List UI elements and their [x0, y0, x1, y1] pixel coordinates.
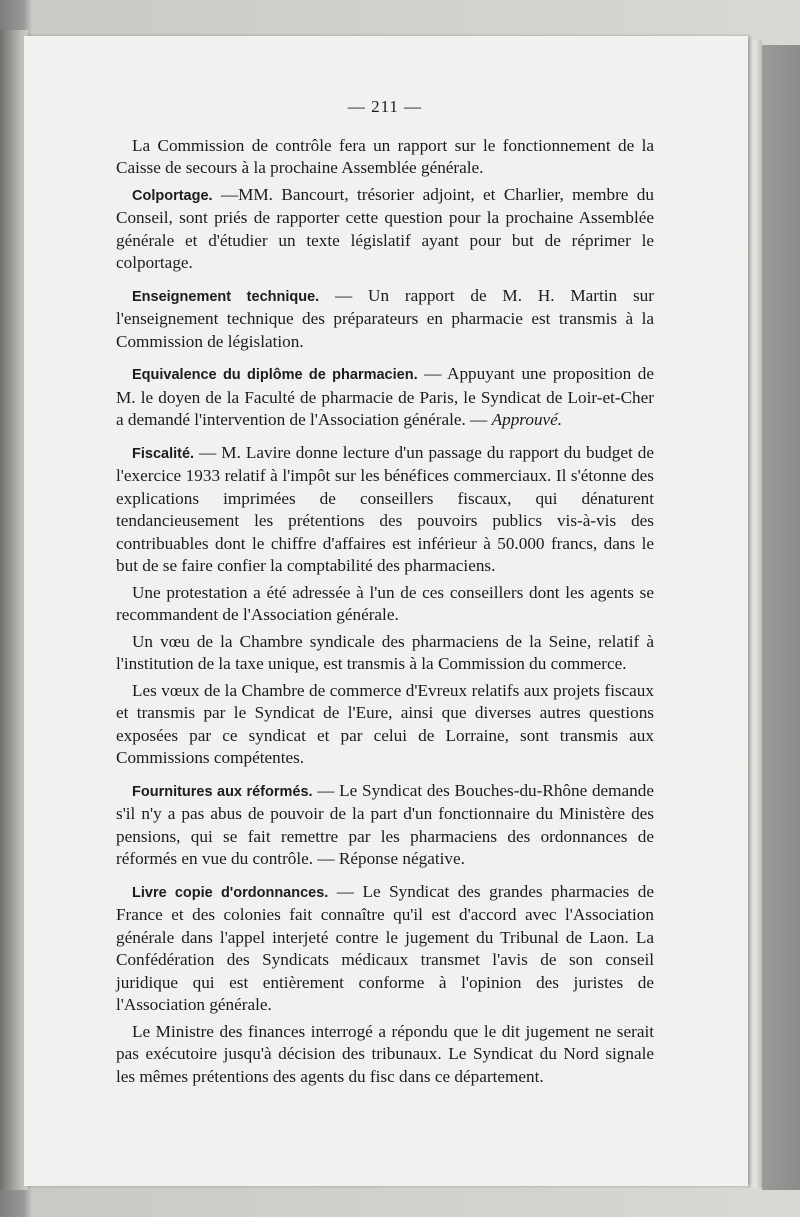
- paragraph-text: Une protestation a été adressée à l'un de ces conseillers dont les agents se recommandent de l'Association générale.: [116, 582, 654, 624]
- page-content: [116, 96, 654, 1098]
- decision-approuve: Approuvé.: [491, 410, 563, 429]
- paragraph-text: —MM. Bancourt, trésorier adjoint, et Charlier, membre du Conseil, sont priés de rapporter cette question pour la prochaine Assemblée générale et d'étudier un texte législatif ayant pour but de réprimer le colportage.: [116, 184, 654, 272]
- section-heading: Enseignement technique.: [132, 288, 320, 305]
- section-colportage: [116, 184, 654, 275]
- paragraph-text: — Appuyant une proposition de M. le doyen de la Faculté de pharmacie de Paris, le Syndicat de Loir-et-Cher a demandé l'intervention de l'Association générale. —: [116, 364, 654, 429]
- paragraph-text: — Le Syndicat des grandes pharmacies de France et des colonies fait connaître qu'il est d'accord avec l'Association générale dans l'appel interjeté contre le jugement du Tribunal de Laon. La Confédération des Syndicats médicaux transmet l'avis de son conseil juridique qui est entièrement conforme à l'opinion des juristes de l'Association générale.: [116, 881, 654, 1014]
- paragraph-text: — Le Syndicat des Bouches-du-Rhône demande s'il n'y a pas abus de pouvoir de la part d'un fonctionnaire du Ministère des pensions, qui se fait remettre par les pharmaciens des ordonnances de réformés en vue du contrôle. — Réponse négative.: [116, 780, 654, 868]
- section-heading: Colportage.: [132, 187, 213, 204]
- paragraph-text: Les vœux de la Chambre de commerce d'Evreux relatifs aux projets fiscaux et transmis par le Syndicat de l'Eure, ainsi que diverses autres questions exposées par ce syndicat et par celui de Lorraine, sont transmis aux Commissions compétentes.: [116, 680, 654, 767]
- section-heading: Equivalence du diplôme de pharmacien.: [132, 367, 418, 383]
- paragraph-text: — M. Lavire donne lecture d'un passage du rapport du budget de l'exercice 1933 relatif à l'impôt sur les bénéfices commerciaux. Il s'étonne des explications imprimées de conseillers fiscaux, qui dénaturent tendancieusement les prétentions des pouvoirs publics vis-à-vis des contribuables dont le chiffre d'affaires est inférieur à 50.000 francs, dans le but de se faire confier la comptabilité des pharmaciens.: [116, 442, 654, 575]
- section-heading: Livre copie d'ordonnances.: [132, 884, 329, 901]
- section-livre-copie: [116, 881, 654, 1017]
- paragraph-text: Un vœu de la Chambre syndicale des pharmaciens de la Seine, relatif à l'institution de la taxe unique, est transmis à la Commission du commerce.: [116, 631, 654, 673]
- section-heading: Fiscalité.: [132, 445, 195, 462]
- section-enseignement-technique: [116, 285, 654, 354]
- paragraph-voeux-evreux: [116, 680, 654, 770]
- paragraph-ministre-finances: [116, 1021, 654, 1089]
- paragraph-text: La Commission de contrôle fera un rapport sur le fonctionnement de la Caisse de secours à la prochaine Assemblée générale.: [116, 135, 654, 177]
- page-stack-edge: [748, 40, 762, 1188]
- paragraph-text: — Un rapport de M. H. Martin sur l'enseignement technique des préparateurs en pharmacie est transmis à la Commission de législation.: [116, 285, 654, 351]
- paragraph-voeu-seine: [116, 631, 654, 676]
- section-fournitures-reformes: [116, 780, 654, 871]
- section-equivalence-diplome: [116, 363, 654, 432]
- page-number: — 211 —: [347, 97, 423, 116]
- section-fiscalite: [116, 442, 654, 578]
- paragraph-protestation: [116, 582, 654, 627]
- scanner-margin: [762, 45, 800, 1190]
- section-heading: Fournitures aux réformés.: [132, 783, 313, 800]
- paragraph-text: Le Ministre des finances interrogé a répondu que le dit jugement ne serait pas exécutoire jusqu'à décision des tribunaux. Le Syndicat du Nord signale les mêmes prétentions des agents du fisc dans ce département.: [116, 1021, 654, 1086]
- paragraph-caisse-secours: [116, 135, 654, 180]
